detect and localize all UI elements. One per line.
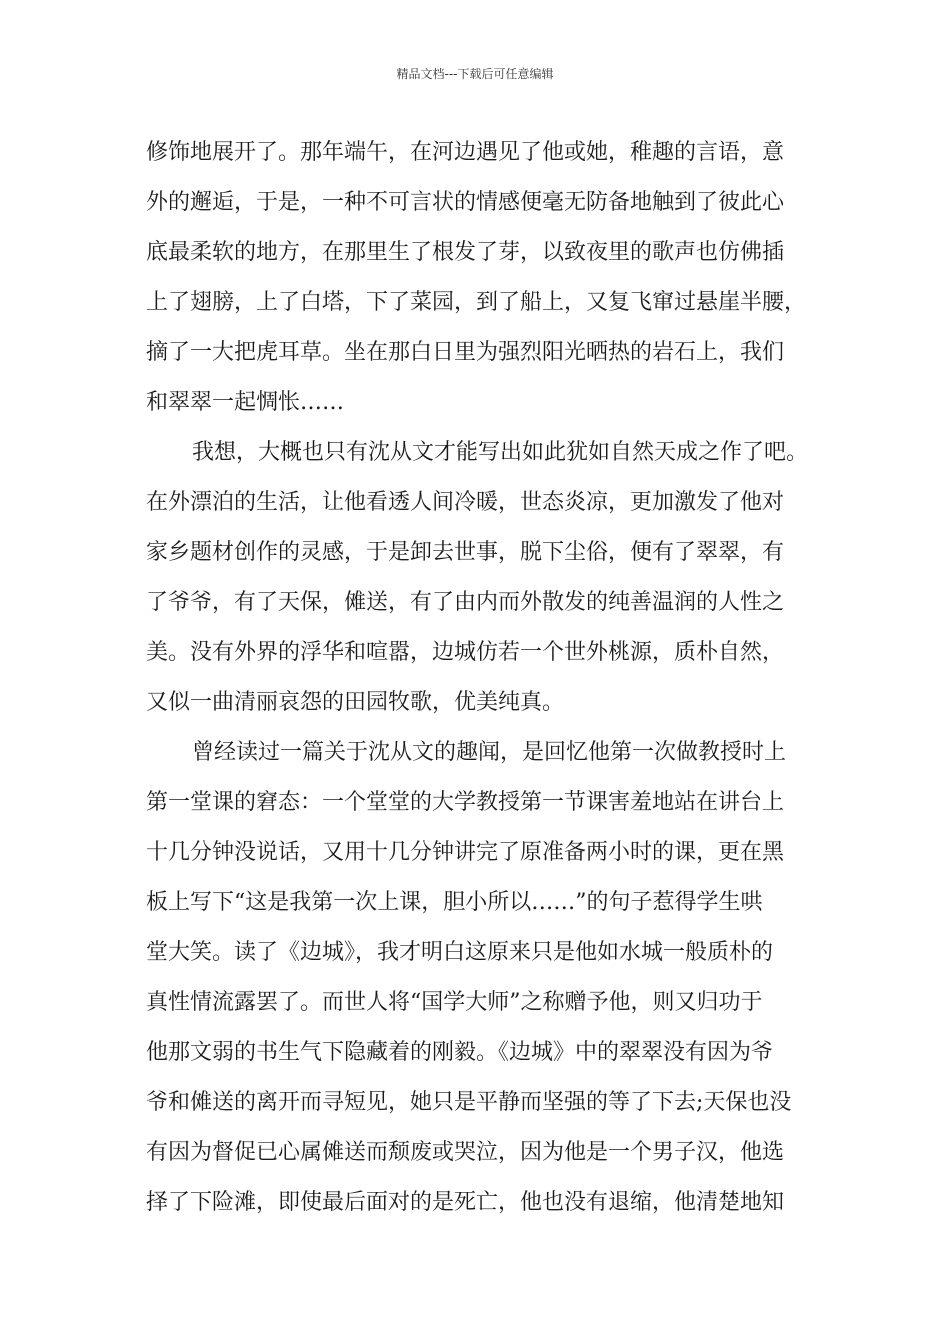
- text-line: 他那文弱的书生气下隐藏着的刚毅。《边城》中的翠翠没有因为爷: [146, 1040, 774, 1065]
- text-line: 修饰地展开了。那年端午，在河边遇见了他或她，稚趣的言语，意: [146, 140, 785, 165]
- text-line: 曾经读过一篇关于沈从文的趣闻，是回忆他第一次做教授时上: [192, 740, 787, 765]
- paragraph: [146, 428, 816, 728]
- text-line: 有因为督促已心属傩送而颓废或哭泣，因为他是一个男子汉，他选: [146, 1140, 785, 1165]
- text-line: 择了下险滩，即使最后面对的是死亡，他也没有退缩，他清楚地知: [146, 1190, 785, 1215]
- document-body: [146, 128, 816, 1228]
- text-line: 摘了一大把虎耳草。坐在那白日里为强烈阳光晒热的岩石上，我们: [146, 340, 785, 365]
- text-line: 我想，大概也只有沈从文才能写出如此犹如自然天成之作了吧。: [192, 440, 809, 465]
- paragraph: [146, 728, 816, 1228]
- text-line: 了爷爷，有了天保，傩送，有了由内而外散发的纯善温润的人性之: [146, 590, 785, 615]
- text-line: 又似一曲清丽哀怨的田园牧歌，优美纯真。: [146, 690, 565, 715]
- text-line: 十几分钟没说话，又用十几分钟讲完了原准备两小时的课，更在黑: [146, 840, 785, 865]
- text-line: 上了翅膀，上了白塔，下了菜园，到了船上，又复飞窜过悬崖半腰，: [146, 290, 807, 315]
- text-line: 爷和傩送的离开而寻短见，她只是平静而坚强的等了下去;天保也没: [146, 1090, 792, 1115]
- text-line: 家乡题材创作的灵感，于是卸去世事，脱下尘俗，便有了翠翠，有: [146, 540, 785, 565]
- text-line: 外的邂逅，于是，一种不可言状的情感便毫无防备地触到了彼此心: [146, 190, 785, 215]
- paragraph: [146, 128, 816, 428]
- text-line: 在外漂泊的生活，让他看透人间冷暖，世态炎凉，更加激发了他对: [146, 490, 785, 515]
- text-line: 底最柔软的地方，在那里生了根发了芽，以致夜里的歌声也仿佛插: [146, 240, 785, 265]
- text-line: 第一堂课的窘态：一个堂堂的大学教授第一节课害羞地站在讲台上: [146, 790, 785, 815]
- text-line: 和翠翠一起惆怅……: [146, 390, 345, 415]
- text-line: 真性情流露罢了。而世人将“国学大师”之称赠予他，则又归功于: [146, 990, 763, 1015]
- page-header: 精品文档---下载后可任意编辑: [396, 67, 554, 81]
- text-line: 堂大笑。读了《边城》，我才明白这原来只是他如水城一般质朴的: [146, 940, 774, 965]
- text-line: 美。没有外界的浮华和喧嚣，边城仿若一个世外桃源，质朴自然，: [146, 640, 785, 665]
- text-line: 板上写下“这是我第一次上课，胆小所以……”的句子惹得学生哄: [146, 890, 763, 915]
